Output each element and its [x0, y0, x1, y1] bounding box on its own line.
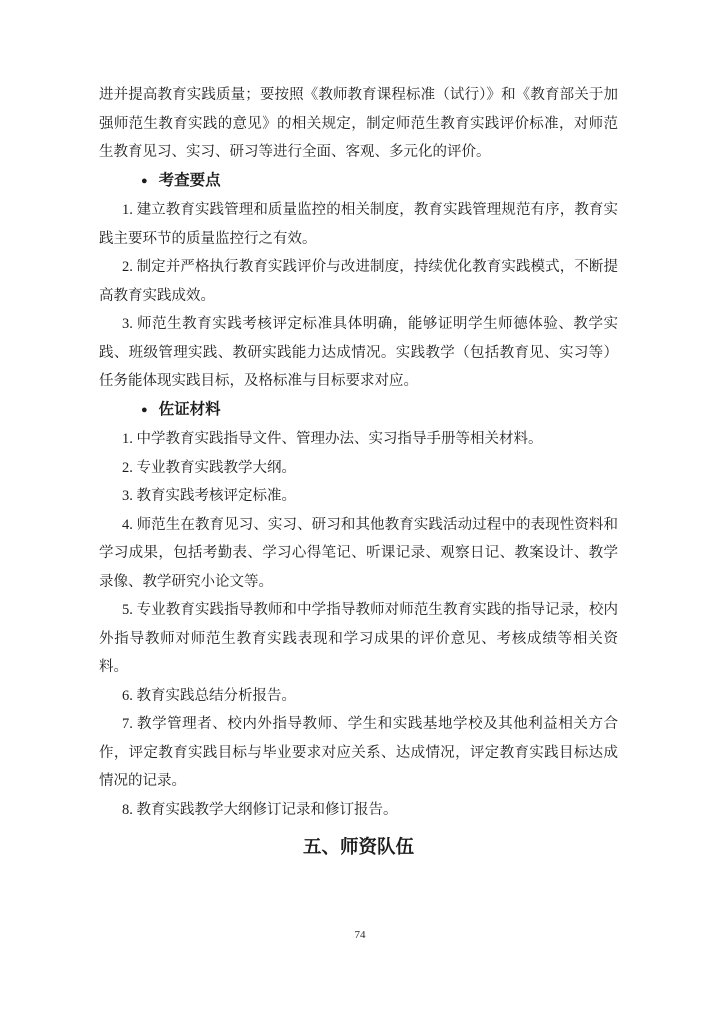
- evidence-item-8: 8. 教育实践教学大纲修订记录和修订报告。: [122, 801, 398, 818]
- section-evidence-title: 佐证材料: [158, 400, 221, 418]
- evidence-item-1: 1. 中学教育实践指导文件、管理办法、实习指导手册等相关材料。: [122, 431, 543, 447]
- exam-point-item-2: 2. 制定并严格执行教育实践评价与改进制度，持续优化教育实践模式，不断提高教育实践成效。: [99, 259, 618, 304]
- evidence-item-6: 6. 教育实践总结分析报告。: [122, 687, 296, 704]
- section-exam-points-heading: [99, 167, 618, 197]
- evidence-item-5: 5. 专业教育实践指导教师和中学指导教师对师范生教育实践的指导记录，校内外指导教师对师范生教育实践表现和学习成果的评价意见、考核成绩等相关资料。: [99, 602, 618, 675]
- evidence-item-7: 7. 教学管理者、校内外指导教师、学生和实践基地学校及其他利益相关方合作，评定教育实践目标与毕业要求对应关系、达成情况，评定教育实践目标达成情况的记录。: [99, 716, 618, 789]
- evidence-item-3: 3. 教育实践考核评定标准。: [122, 488, 296, 504]
- exam-point-item-3: 3. 师范生教育实践考核评定标准具体明确，能够证明学生师德体验、教学实践、班级管理实践、教研实践能力达成情况。实践教学（包括教育见、实习等）任务能体现实践目标，及格标准与目标要求对应。: [99, 316, 618, 389]
- exam-point-item-1: 1. 建立教育实践管理和质量监控的相关制度，教育实践管理规范有序，教育实践主要环节的质量监控行之有效。: [99, 202, 618, 247]
- bullet-icon: ●: [141, 403, 148, 416]
- bullet-icon: ●: [141, 174, 148, 187]
- evidence-item-2: 2. 专业教育实践教学大纲。: [122, 459, 296, 476]
- section-exam-points-title: 考查要点: [158, 171, 221, 189]
- next-section-heading: 五、师资队伍: [302, 838, 414, 858]
- page-number: 74: [354, 929, 366, 941]
- evidence-item-4: 4. 师范生在教育见习、实习、研习和其他教育实践活动过程中的表现性资料和学习成果，包括考勤表、学习心得笔记、听课记录、观察日记、教案设计、教学录像、教学研究小论文等。: [99, 516, 618, 590]
- intro-paragraph: 进并提高教育实践质量；要按照《教师教育课程标准（试行）》和《教育部关于加强师范生教育实践的意见》的相关规定，制定师范生教育实践评价标准，对师范生教育见习、实习、研习等进行全面、客观、多元化的评价。: [99, 87, 618, 160]
- document-body: [99, 81, 618, 863]
- section-evidence-heading: [99, 396, 618, 426]
